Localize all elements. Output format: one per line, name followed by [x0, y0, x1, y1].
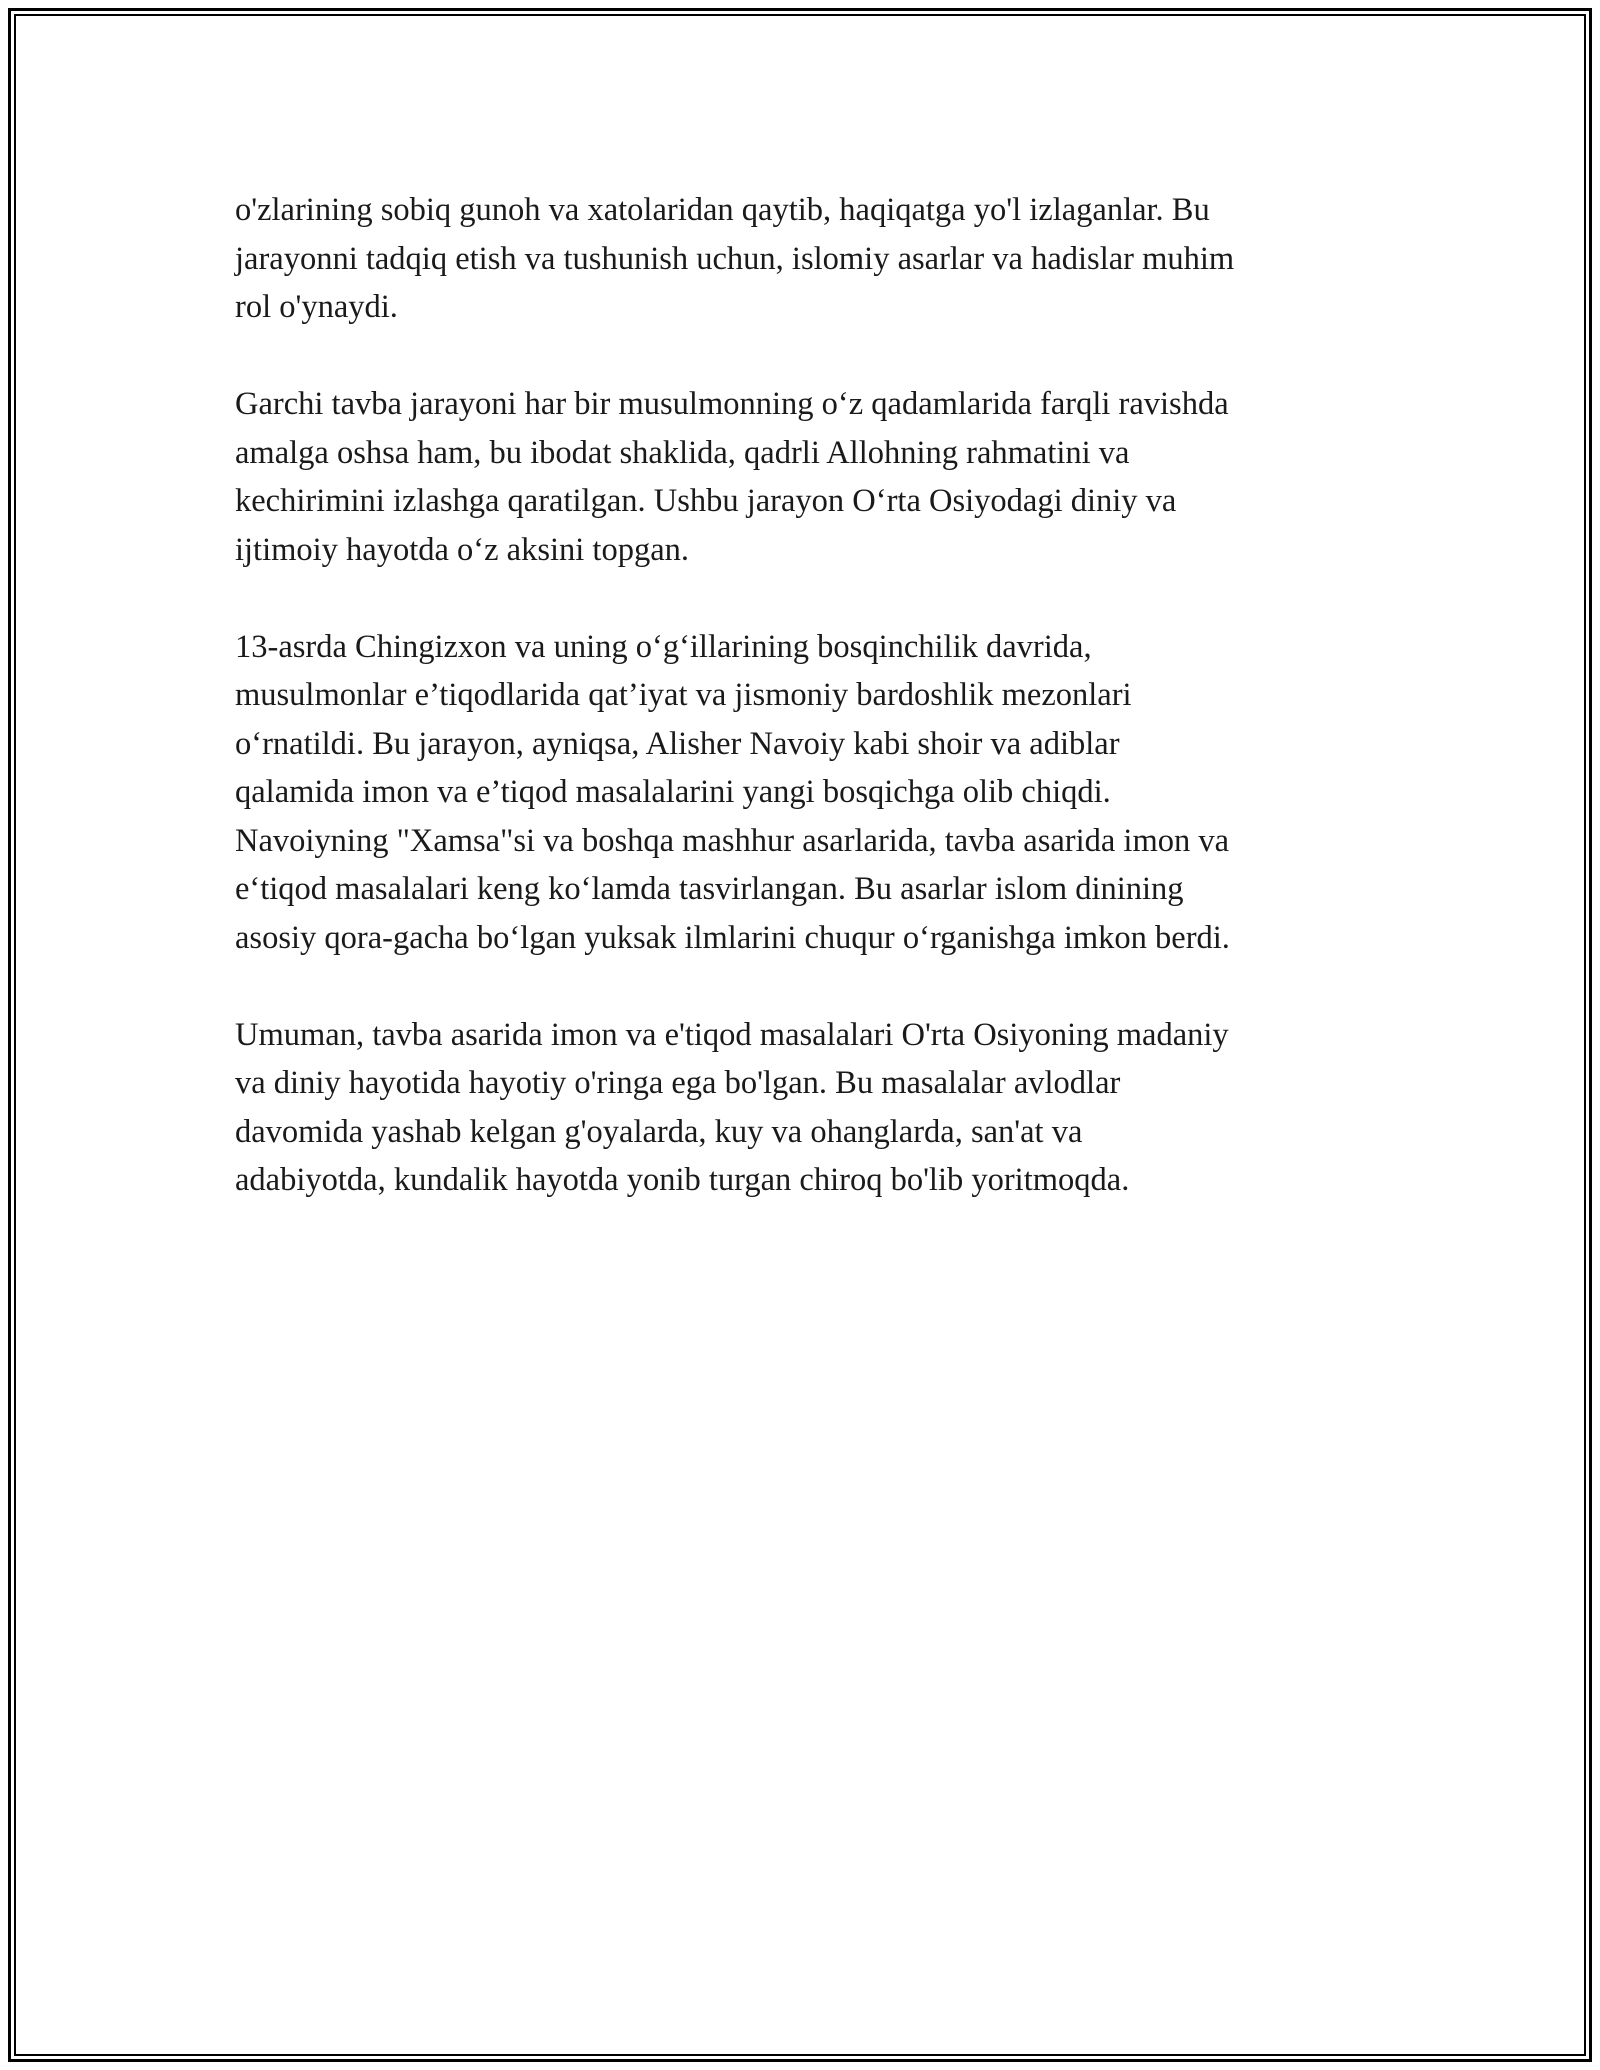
- text-line: 13-asrda Chingizxon va uning o‘g‘illarining bosqinchilik davrida,: [235, 628, 1092, 665]
- text-line: asosiy qora-gacha bo‘lgan yuksak ilmlarini chuqur o‘rganishga imkon berdi.: [235, 919, 1230, 956]
- paragraph-2: [235, 380, 1375, 574]
- text-line: Garchi tavba jarayoni har bir musulmonning o‘z qadamlarida farqli ravishda: [235, 386, 1229, 422]
- paragraph-1: [235, 186, 1375, 332]
- paragraph-4: [235, 1011, 1375, 1205]
- text-line: davomida yashab kelgan g'oyalarda, kuy va ohanglarda, san'at va: [235, 1113, 1083, 1150]
- text-line: amalga oshsa ham, bu ibodat shaklida, qadrli Allohning rahmatini va: [235, 434, 1130, 471]
- text-line: musulmonlar e’tiqodlarida qat’iyat va jismoniy bardoshlik mezonlari: [235, 677, 1132, 713]
- text-line: Navoiyning "Xamsa"si va boshqa mashhur asarlarida, tavba asarida imon va: [235, 822, 1230, 859]
- text-line: rol o'ynaydi.: [235, 289, 398, 325]
- text-line: qalamida imon va e’tiqod masalalarini yangi bosqichga olib chiqdi.: [235, 774, 1111, 810]
- text-line: e‘tiqod masalalari keng ko‘lamda tasvirlangan. Bu asarlar islom dinining: [235, 871, 1184, 907]
- text-line: Umuman, tavba asarida imon va e'tiqod masalalari O'rta Osiyoning madaniy: [235, 1016, 1229, 1053]
- text-line: jarayonni tadqiq etish va tushunish uchun, islomiy asarlar va hadislar muhim: [235, 240, 1235, 277]
- paragraph-3: [235, 623, 1375, 963]
- text-line: adabiyotda, kundalik hayotda yonib turgan chiroq bo'lib yoritmoqda.: [235, 1162, 1130, 1198]
- text-line: o‘rnatildi. Bu jarayon, ayniqsa, Alisher Navoiy kabi shoir va adiblar: [235, 725, 1120, 762]
- document-body: [235, 186, 1375, 1253]
- text-line: ijtimoiy hayotda o‘z aksini topgan.: [235, 531, 690, 568]
- text-line: o'zlarining sobiq gunoh va xatolaridan qaytib, haqiqatga yo'l izlaganlar. Bu: [235, 192, 1210, 228]
- text-line: kechirimini izlashga qaratilgan. Ushbu jarayon O‘rta Osiyodagi diniy va: [235, 483, 1177, 519]
- text-line: va diniy hayotida hayotiy o'ringa ega bo'lgan. Bu masalalar avlodlar: [235, 1065, 1121, 1101]
